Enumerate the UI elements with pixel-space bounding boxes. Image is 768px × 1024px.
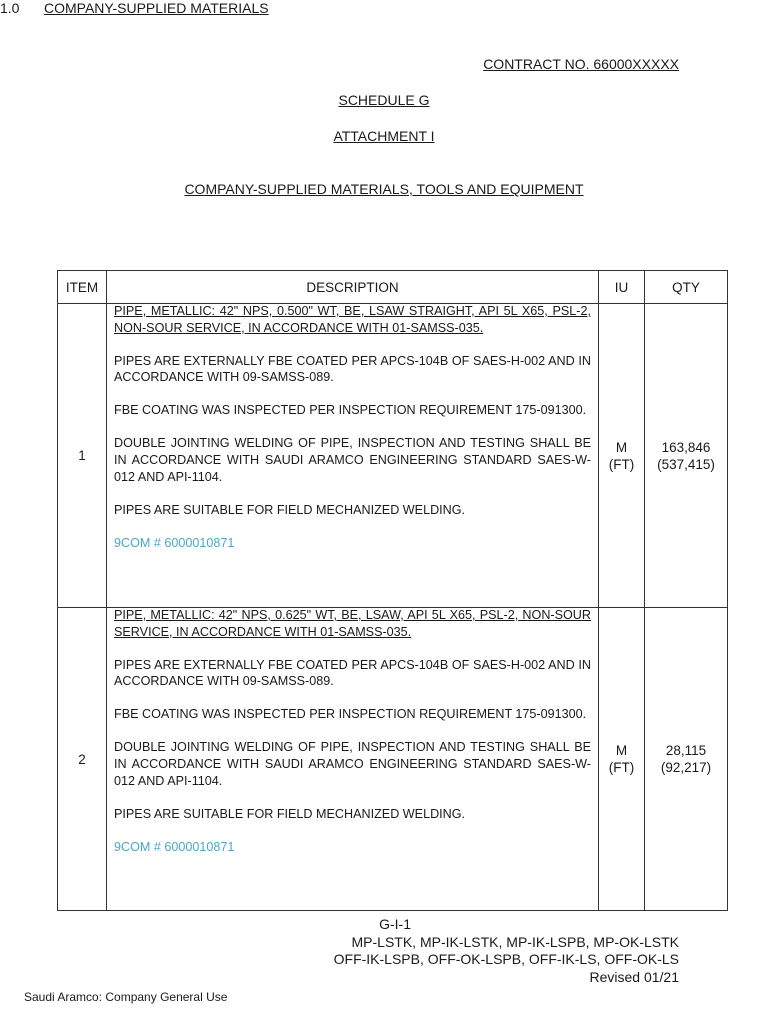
column-header-qty: QTY xyxy=(645,271,728,304)
column-header-item: ITEM xyxy=(58,271,107,304)
description-paragraph: PIPES ARE SUITABLE FOR FIELD MECHANIZED WELDING. xyxy=(114,806,466,821)
description-title: PIPE, METALLIC: 42" NPS, 0.625" WT, BE, LSAW, API 5L X65, PSL-2, NON-SOUR SERVICE, IN ACCORDANCE WITH 01-SAMSS-035. xyxy=(114,608,591,639)
description-paragraph: DOUBLE JOINTING WELDING OF PIPE, INSPECTION AND TESTING SHALL BE IN ACCORDANCE WITH SAUDI ARAMCO ENGINEERING STANDARD SAES-W-012 AND API-1104. xyxy=(114,436,591,484)
quantity-imperial: (92,217) xyxy=(660,760,712,775)
section-heading xyxy=(0,0,768,16)
page-footer xyxy=(334,916,679,986)
item-number: 1 xyxy=(58,304,107,608)
materials-table xyxy=(57,270,728,911)
table-header-row xyxy=(58,271,728,304)
classification-label: Saudi Aramco: Company General Use xyxy=(24,990,228,1004)
item-description xyxy=(107,304,599,608)
description-paragraph: FBE COATING WAS INSPECTED PER INSPECTION REQUIREMENT 175-091300. xyxy=(114,403,587,418)
description-paragraph: PIPES ARE EXTERNALLY FBE COATED PER APCS-104B OF SAES-H-002 AND IN ACCORDANCE WITH 09-SAMSS-089. xyxy=(114,657,591,689)
quantity-imperial: (537,415) xyxy=(657,456,715,472)
schedule-heading: SCHEDULE G xyxy=(338,92,430,108)
item-description xyxy=(107,608,599,911)
table-row xyxy=(58,304,728,608)
unit-imperial: (FT) xyxy=(608,760,635,775)
unit-metric: M xyxy=(615,743,628,758)
issue-unit xyxy=(599,608,645,911)
page-number: G-I-1 xyxy=(379,916,411,932)
quantity xyxy=(645,304,728,608)
attachment-heading: ATTACHMENT I xyxy=(333,128,435,144)
column-header-description: DESCRIPTION xyxy=(107,271,599,304)
document-title: COMPANY-SUPPLIED MATERIALS, TOOLS AND EQUIPMENT xyxy=(184,181,584,197)
revision-date: Revised 01/21 xyxy=(589,968,679,985)
table-row xyxy=(58,608,728,911)
description-paragraph: PIPES ARE EXTERNALLY FBE COATED PER APCS-104B OF SAES-H-002 AND IN ACCORDANCE WITH 09-SAMSS-089. xyxy=(114,353,591,385)
material-reference-link[interactable]: 9COM # 6000010871 xyxy=(114,535,235,550)
section-title: COMPANY-SUPPLIED MATERIALS xyxy=(44,0,269,16)
description-paragraph: PIPES ARE SUITABLE FOR FIELD MECHANIZED WELDING. xyxy=(114,502,466,517)
unit-metric: M xyxy=(615,439,628,455)
description-paragraph: DOUBLE JOINTING WELDING OF PIPE, INSPECTION AND TESTING SHALL BE IN ACCORDANCE WITH SAUDI ARAMCO ENGINEERING STANDARD SAES-W-012 AND API-1104. xyxy=(114,740,591,788)
section-number: 1.0 xyxy=(0,0,20,16)
quantity-metric: 163,846 xyxy=(661,439,711,455)
footer-package-codes: OFF-IK-LSPB, OFF-OK-LSPB, OFF-IK-LS, OFF-OK-LS xyxy=(333,951,679,967)
material-reference-link[interactable]: 9COM # 6000010871 xyxy=(114,839,235,854)
item-number: 2 xyxy=(58,608,107,911)
footer-package-codes: MP-LSTK, MP-IK-LSTK, MP-IK-LSPB, MP-OK-LSTK xyxy=(351,933,679,950)
quantity xyxy=(645,608,728,911)
description-title: PIPE, METALLIC: 42" NPS, 0.500" WT, BE, LSAW STRAIGHT, API 5L X65, PSL-2, NON-SOUR SERVICE, IN ACCORDANCE WITH 01-SAMSS-035. xyxy=(114,304,591,335)
contract-number: CONTRACT NO. 66000XXXXX xyxy=(483,56,679,72)
issue-unit xyxy=(599,304,645,608)
column-header-iu: IU xyxy=(599,271,645,304)
unit-imperial: (FT) xyxy=(608,456,635,472)
quantity-metric: 28,115 xyxy=(665,743,707,758)
description-paragraph: FBE COATING WAS INSPECTED PER INSPECTION REQUIREMENT 175-091300. xyxy=(114,707,587,722)
